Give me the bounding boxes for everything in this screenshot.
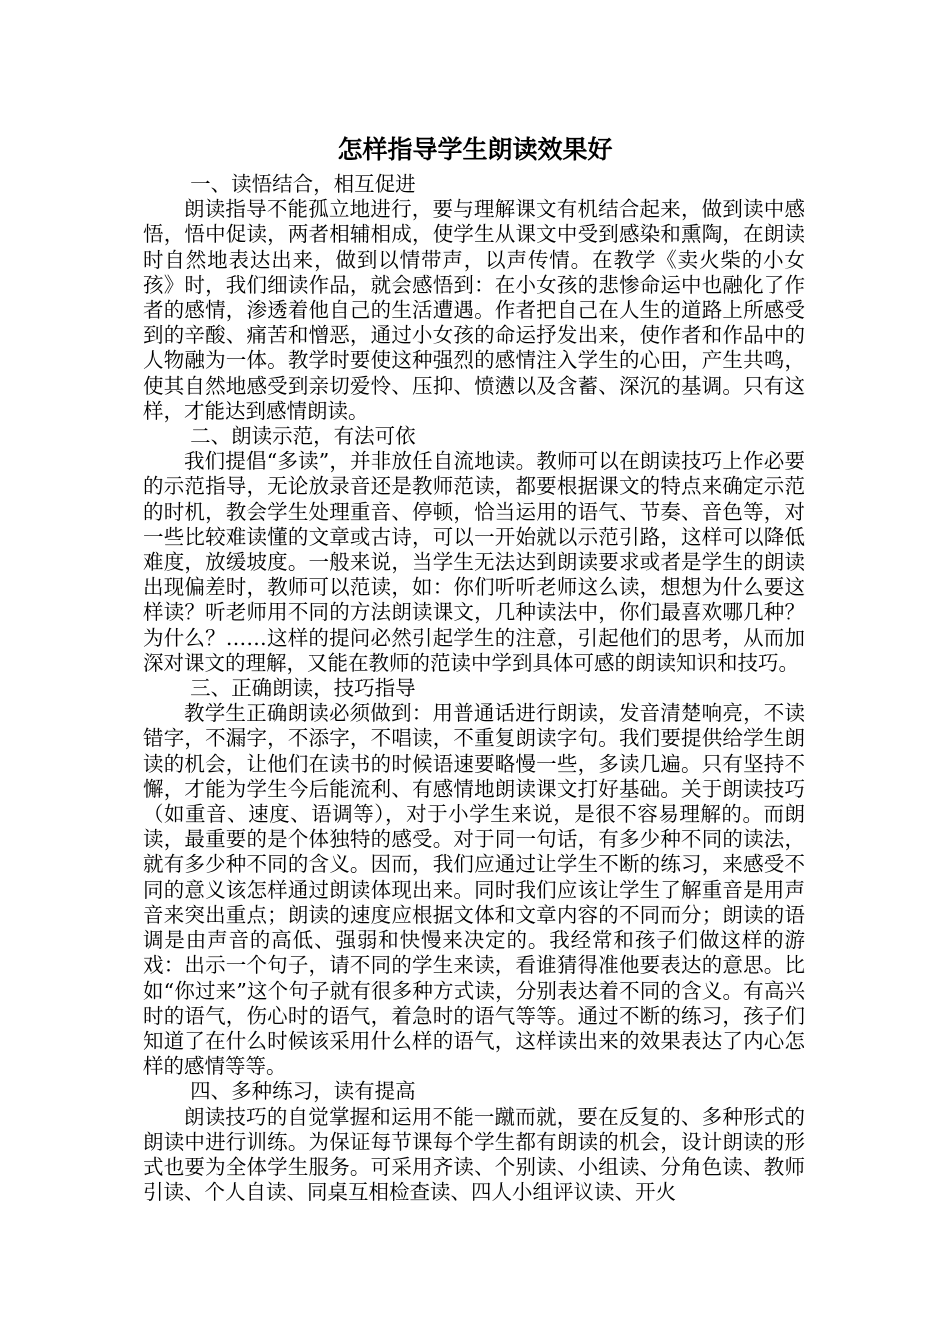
section-heading-2: 二、朗读示范，有法可依 <box>190 424 416 449</box>
section-heading-1: 一、读悟结合，相互促进 <box>190 172 416 196</box>
document-body <box>143 172 805 1205</box>
section-paragraph-1: 朗读指导不能孤立地进行，要与理解课文有机结合起来，做到读中感悟，悟中促读，两者相辅相成，使学生从课文中受到感染和熏陶，在朗读时自然地表达出来，做到以情带声，以声传情。在教学《卖火柴的小女孩》时，我们细读作品，就会感悟到：在小女孩的悲惨命运中也融化了作者的感情，渗透着他自己的生活遭遇。作者把自己在人生的道路上所感受到的辛酸、痛苦和憎恶，通过小女孩的命运抒发出来，使作者和作品中的人物融为一体。教学时要使这种强烈的感情注入学生的心田，产生共鸣，使其自然地感受到亲切爱怜、压抑、愤懑以及含蓄、深沉的基调。只有这样，才能达到感情朗读。 <box>143 197 805 423</box>
section-heading-4: 四、多种练习，读有提高 <box>190 1079 416 1104</box>
section-paragraph-3: 教学生正确朗读必须做到：用普通话进行朗读，发音清楚响亮，不读错字，不漏字，不添字，不唱读，不重复朗读字句。我们要提供给学生朗读的机会，让他们在读书的时候语速要略慢一些，多读几遍。只有坚持不懈，才能为学生今后能流利、有感情地朗读课文打好基础。关于朗读技巧（如重音、速度、语调等），对于小学生来说，是很不容易理解的。而朗读，最重要的是个体独特的感受。对于同一句话，有多少种不同的读法，就有多少种不同的含义。因而，我们应通过让学生不断的练习，来感受不同的意义该怎样通过朗读体现出来。同时我们应该让学生了解重音是用声音来突出重点；朗读的速度应根据文体和文章内容的不同而分；朗读的语调是由声音的高低、强弱和快慢来决定的。我经常和孩子们做这样的游戏：出示一个句子，请不同的学生来读，看谁猜得准他要表达的意思。比如“你过来”这个句子就有很多种方式读，分别表达着不同的含义。有高兴时的语气，伤心时的语气，着急时的语气等等。通过不断的练习，孩子们知道了在什么时候该采用什么样的语气，这样读出来的效果表达了内心怎样的感情等等。 <box>143 701 805 1079</box>
section-paragraph-4: 朗读技巧的自觉掌握和运用不能一蹴而就，要在反复的、多种形式的朗读中进行训练。为保证每节课每个学生都有朗读的机会，设计朗读的形式也要为全体学生服务。可采用齐读、个别读、小组读、分角色读、教师引读、个人自读、同桌互相检查读、四人小组评议读、开火 <box>143 1104 805 1205</box>
section-paragraph-2: 我们提倡“多读”，并非放任自流地读。教师可以在朗读技巧上作必要的示范指导，无论放录音还是教师范读，都要根据课文的特点来确定示范的时机，教会学生处理重音、停顿，恰当运用的语气、节奏、音色等，对一些比较难读懂的文章或古诗，可以一开始就以示范引路，这样可以降低难度，放缓坡度。一般来说，当学生无法达到朗读要求或者是学生的朗读出现偏差时，教师可以范读，如：你们听听老师这么读，想想为什么要这样读？听老师用不同的方法朗读课文，几种读法中，你们最喜欢哪几种？为什么？……这样的提问必然引起学生的注意，引起他们的思考，从而加深对课文的理解，又能在教师的范读中学到具体可感的朗读知识和技巧。 <box>143 449 805 675</box>
document-title: 怎样指导学生朗读效果好 <box>337 135 613 164</box>
section-heading-3: 三、正确朗读，技巧指导 <box>190 676 416 701</box>
